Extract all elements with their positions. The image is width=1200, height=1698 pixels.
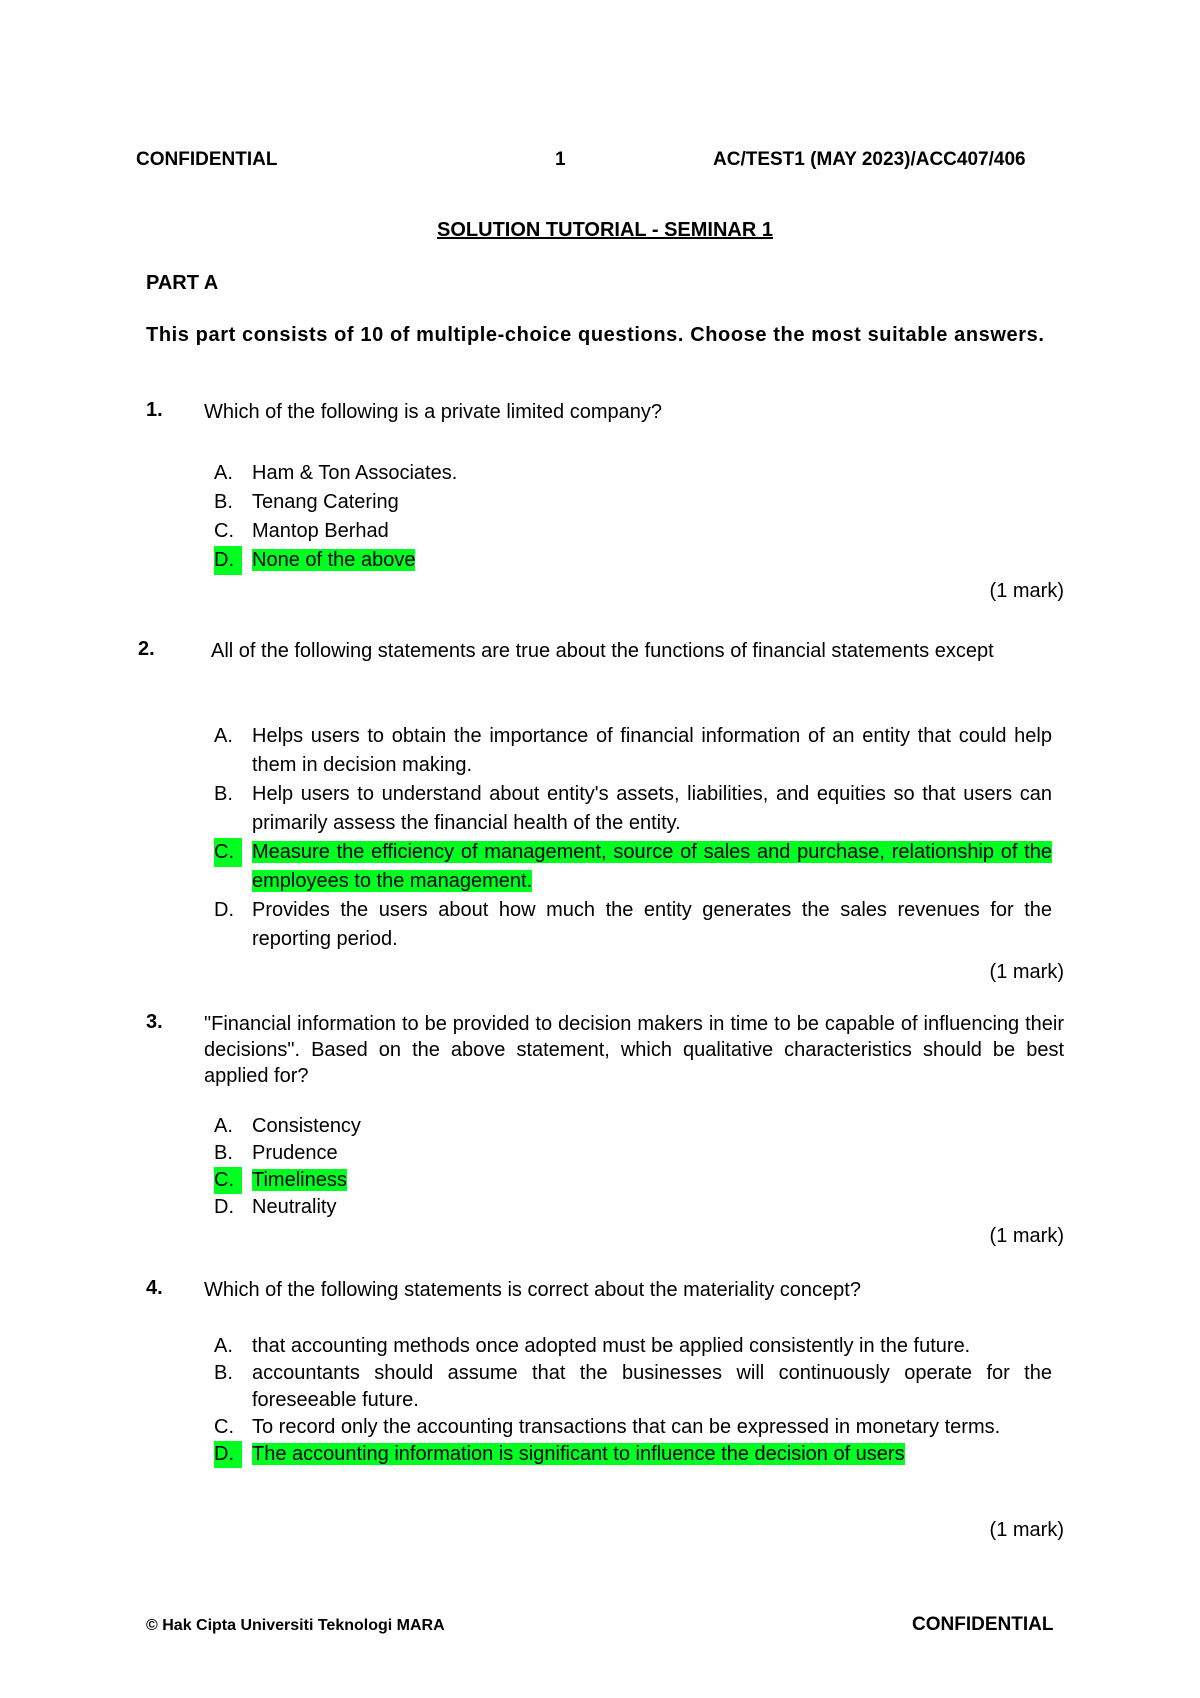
question-text: All of the following statements are true about the functions of financial statements except [211, 640, 994, 662]
option-b: B. Tenang Catering [214, 491, 399, 513]
option-list [214, 722, 1052, 954]
option-d-correct-answer: D. None of the above [214, 546, 1052, 575]
option-a: A. Ham & Ton Associates. [214, 462, 458, 484]
option-c: C. Mantop Berhad [214, 520, 389, 542]
option-list [214, 459, 1052, 575]
footer-copyright: © Hak Cipta Universiti Teknologi MARA [146, 1617, 445, 1634]
option-d-correct-answer: D. The accounting information is significant to influence the decision of users [214, 1441, 1052, 1468]
option-text: Consistency [252, 1115, 361, 1137]
option-b: B. Prudence [214, 1142, 338, 1164]
option-list [214, 1333, 1052, 1468]
header-course-code: AC/TEST1 (MAY 2023)/ACC407/406 [713, 149, 1026, 170]
question-number: 4. [146, 1277, 163, 1299]
question-number: 3. [146, 1011, 163, 1033]
question-text: "Financial information to be provided to decision makers in time to be capable of influencing their decisions". Based on the above statement, which qualitative characteristics should be best applied for? [204, 1013, 1064, 1087]
option-text: Help users to understand about entity's assets, liabilities, and equities so that users can primarily assess the financial health of the entity. [252, 783, 1052, 834]
option-b: B. accountants should assume that the businesses will continuously operate for the foreseeable future. [214, 1362, 1052, 1411]
option-text: accountants should assume that the businesses will continuously operate for the foreseeable future. [252, 1362, 1052, 1411]
question-mark: (1 mark) [989, 1225, 1064, 1247]
option-a: A. that accounting methods once adopted must be applied consistently in the future. [214, 1335, 971, 1357]
option-text: Provides the users about how much the entity generates the sales revenues for the reporting period. [252, 899, 1052, 950]
question-text: Which of the following is a private limited company? [204, 401, 662, 423]
option-text: Timeliness [252, 1169, 347, 1191]
option-d: D. Neutrality [214, 1196, 337, 1218]
option-text: Ham & Ton Associates. [252, 462, 458, 484]
part-instructions: This part consists of 10 of multiple-choice questions. Choose the most suitable answers. [146, 324, 1045, 346]
option-a: A. Helps users to obtain the importance of financial information of an entity that could help them in decision making. [214, 725, 1052, 776]
option-text: The accounting information is significant to influence the decision of users [252, 1443, 905, 1465]
part-heading: PART A [146, 272, 219, 294]
option-text: To record only the accounting transactions that can be expressed in monetary terms. [252, 1416, 1001, 1438]
option-text: Neutrality [252, 1196, 337, 1218]
option-list [214, 1113, 1052, 1221]
header-page-number: 1 [555, 149, 566, 170]
question-number: 2. [138, 638, 155, 660]
option-text: Measure the efficiency of management, source of sales and purchase, relationship of the employees to the management. [252, 841, 1052, 892]
question-mark: (1 mark) [989, 580, 1064, 602]
option-text: Mantop Berhad [252, 520, 389, 542]
option-text: None of the above [252, 549, 416, 571]
option-a: A. Consistency [214, 1115, 361, 1137]
option-text: Tenang Catering [252, 491, 399, 513]
question-text: Which of the following statements is correct about the materiality concept? [204, 1279, 861, 1301]
header-confidential: CONFIDENTIAL [136, 149, 278, 170]
option-c: C. To record only the accounting transactions that can be expressed in monetary terms. [214, 1416, 1001, 1438]
option-text: Prudence [252, 1142, 338, 1164]
option-d: D. Provides the users about how much the entity generates the sales revenues for the reporting period. [214, 899, 1052, 950]
option-c-correct-answer: C. Measure the efficiency of management, source of sales and purchase, relationship of the employees to the management. [214, 838, 1052, 896]
question-mark: (1 mark) [989, 961, 1064, 983]
option-c-correct-answer: C. Timeliness [214, 1167, 1052, 1194]
question-number: 1. [146, 399, 163, 421]
option-text: Helps users to obtain the importance of financial information of an entity that could help them in decision making. [252, 725, 1052, 776]
option-b: B. Help users to understand about entity's assets, liabilities, and equities so that users can primarily assess the financial health of the entity. [214, 783, 1052, 834]
footer-confidential: CONFIDENTIAL [912, 1614, 1054, 1635]
option-text: that accounting methods once adopted must be applied consistently in the future. [252, 1335, 971, 1357]
document-title: SOLUTION TUTORIAL - SEMINAR 1 [437, 219, 773, 241]
question-mark: (1 mark) [989, 1519, 1064, 1541]
